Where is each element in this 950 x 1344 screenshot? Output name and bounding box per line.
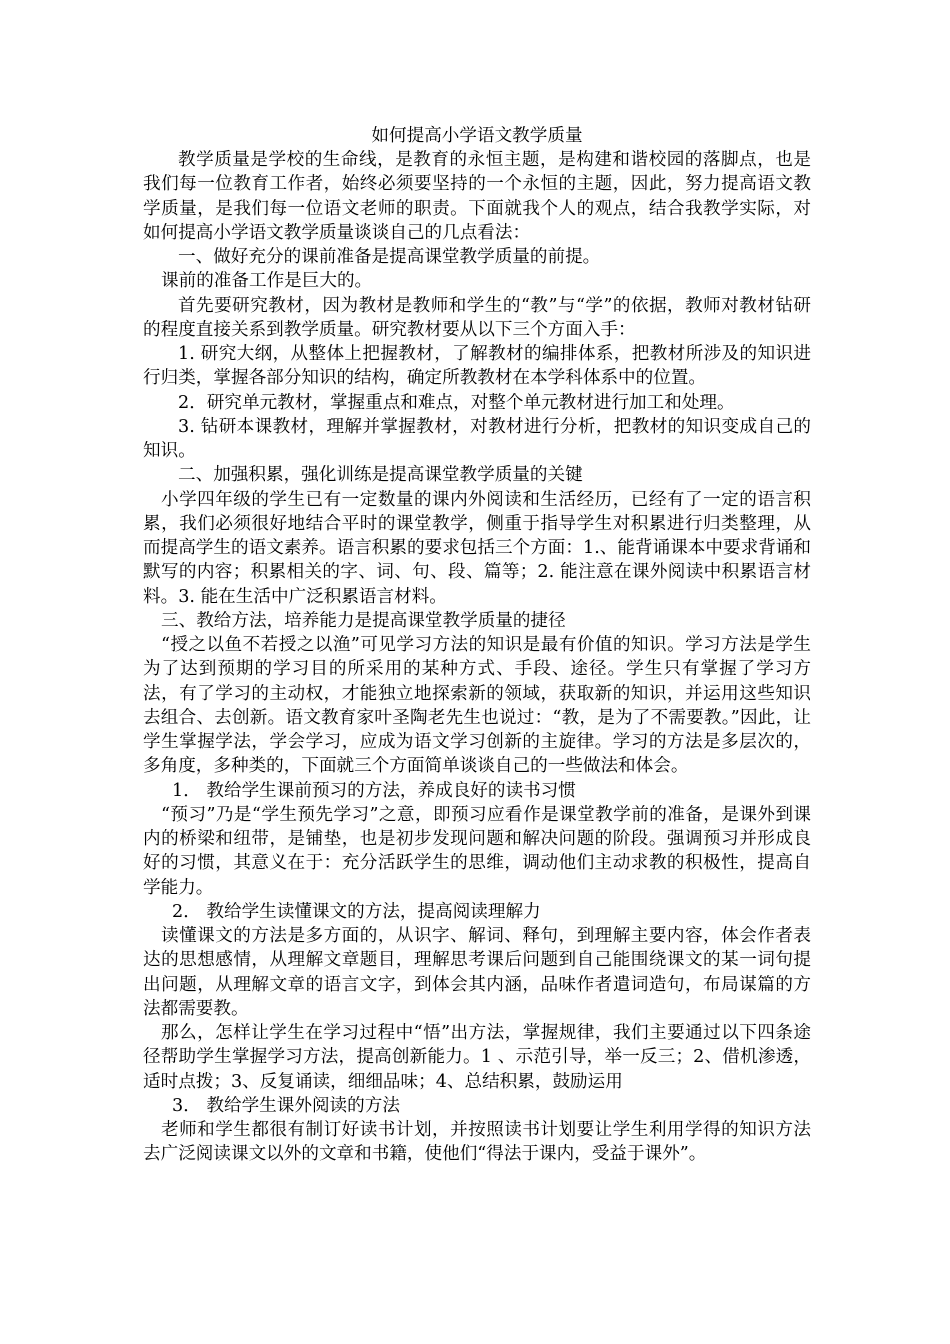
paragraph: “授之以鱼不若授之以渔”可见学习方法的知识是最有价值的知识。学习方法是学生为了达到预期的学习目的所采用的某种方式、手段、途径。学生只有掌握了学习方法，有了学习的主动权，才能独立地探索新的领域，获取新的知识，并运用这些知识去组合、去创新。语文教育家叶圣陶老先生也说过：“教，是为了不需要教。”因此，让学生掌握学法，学会学习，应成为语文学习创新的主旋律。学习的方法是多层次的，多角度，多种类的，下面就三个方面简单谈谈自己的一些做法和体会。	[143, 635, 811, 777]
list-item: 3. 钻研本课教材，理解并掌握教材，对教材进行分析，把教材的知识变成自己的知识。	[143, 416, 811, 461]
paragraph-intro: 教学质量是学校的生命线，是教育的永恒主题，是构建和谐校园的落脚点，也是我们每一位教育工作者，始终必须要坚持的一个永恒的主题，因此，努力提高语文教学质量，是我们每一位语文老师的职责。下面就我个人的观点，结合我教学实际，对如何提高小学语文教学质量谈谈自己的几点看法：	[143, 150, 811, 243]
subheading-3: 3． 教给学生课外阅读的方法	[172, 1095, 400, 1116]
heading-section-1: 一、做好充分的课前准备是提高课堂教学质量的前提。	[178, 247, 601, 267]
paragraph: “预习”乃是“学生预先学习”之意，即预习应看作是课堂教学前的准备，是课外到课内的桥梁和纽带，是铺垫，也是初步发现问题和解决问题的阶段。强调预习并形成良好的习惯，其意义在于：充分活跃学生的思维，调动他们主动求教的积极性，提高自学能力。	[143, 804, 811, 898]
paragraph: 课前的准备工作是巨大的。	[161, 271, 373, 292]
document-title: 如何提高小学语文教学质量	[371, 126, 583, 146]
paragraph: 首先要研究教材，因为教材是教师和学生的“教”与“学”的依据，教师对教材钻研的程度直接关系到教学质量。研究教材要从以下三个方面入手：	[143, 295, 811, 340]
subheading-2: 2． 教给学生读懂课文的方法，提高阅读理解力	[172, 901, 541, 922]
document-page	[143, 124, 811, 1167]
paragraph: 老师和学生都很有制订好读书计划，并按照读书计划要让学生利用学得的知识方法去广泛阅读课文以外的文章和书籍，使他们“得法于课内，受益于课外”。	[143, 1120, 811, 1165]
heading-section-3: 三、教给方法，培养能力是提高课堂教学质量的捷径	[161, 610, 566, 631]
subheading-1: 1． 教给学生课前预习的方法，养成良好的读书习惯	[172, 780, 576, 801]
paragraph: 那么，怎样让学生在学习过程中“悟”出方法，掌握规律，我们主要通过以下四条途径帮助学生掌握学习方法，提高创新能力。1 、示范引导，举一反三；2、借机渗透，适时点拨；3、反复诵读，细细品味；4、总结积累，鼓励运用	[143, 1023, 811, 1092]
heading-section-2: 二、加强积累，强化训练是提高课堂教学质量的关键	[178, 465, 583, 486]
list-item: 2．研究单元教材，掌握重点和难点，对整个单元教材进行加工和处理。	[178, 392, 735, 413]
paragraph: 小学四年级的学生已有一定数量的课内外阅读和生活经历，已经有了一定的语言积累，我们必须很好地结合平时的课堂教学，侧重于指导学生对积累进行归类整理，从而提高学生的语文素养。语言积累的要求包括三个方面：1.、能背诵课本中要求背诵和默写的内容；积累相关的字、词、句、段、篇等；2. 能注意在课外阅读中积累语言材料。3. 能在生活中广泛积累语言材料。	[143, 489, 811, 607]
paragraph: 读懂课文的方法是多方面的，从识字、解词、释句，到理解主要内容，体会作者表达的思想感情，从理解文章题目，理解思考课后问题到自己能围绕课文的某一词句提出问题，从理解文章的语言文字，到体会其内涵，品味作者遣词造句，布局谋篇的方法都需要教。	[143, 926, 811, 1019]
list-item: 1. 研究大纲，从整体上把握教材，了解教材的编排体系，把教材所涉及的知识进行归类，掌握各部分知识的结构，确定所教教材在本学科体系中的位置。	[143, 344, 811, 389]
